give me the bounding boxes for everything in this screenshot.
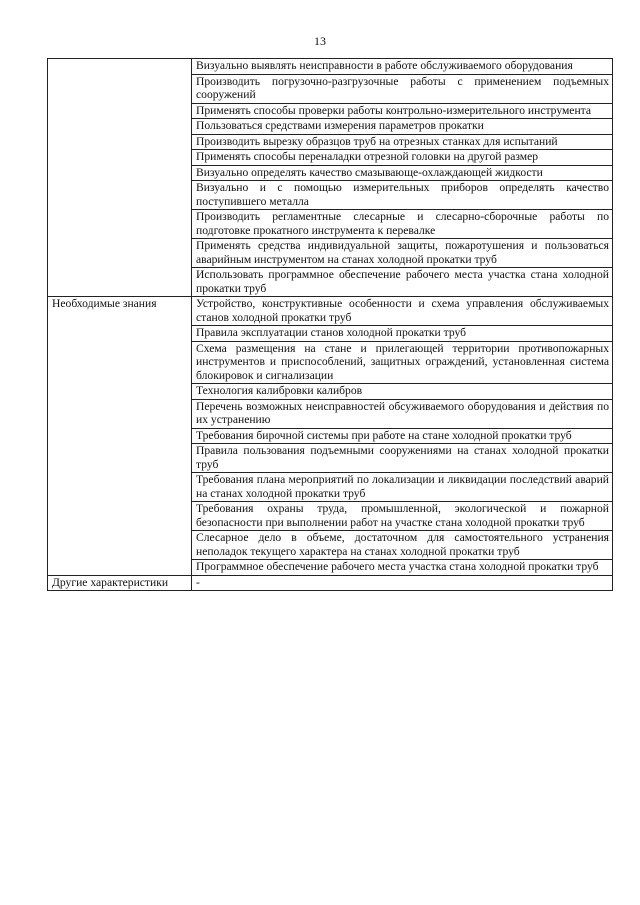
competency-table xyxy=(47,58,613,591)
requirement-item: Технология калибровки калибров xyxy=(192,384,613,400)
requirement-item: Требования плана мероприятий по локализации и ликвидации последствий аварий на станах холодной прокатки труб xyxy=(192,473,613,502)
requirement-item: - xyxy=(192,575,613,591)
requirement-item: Применять средства индивидуальной защиты, пожаротушения и пользоваться аварийным инструментом на станах холодной прокатки труб xyxy=(192,239,613,268)
requirement-item: Схема размещения на стане и прилегающей территории противопожарных инструментов и приспособлений, защитных ограждений, установленная система блокировок и сигнализации xyxy=(192,341,613,384)
requirement-item: Визуально выявлять неисправности в работе обслуживаемого оборудования xyxy=(192,59,613,75)
competency-table-body xyxy=(48,59,613,591)
requirement-item: Устройство, конструктивные особенности и схема управления обслуживаемых станов холодной прокатки труб xyxy=(192,297,613,326)
requirement-item: Применять способы проверки работы контрольно-измерительного инструмента xyxy=(192,103,613,119)
requirement-item: Правила пользования подъемными сооружениями на станах холодной прокатки труб xyxy=(192,444,613,473)
requirement-item: Производить регламентные слесарные и слесарно-сборочные работы по подготовке прокатного инструмента к перевалке xyxy=(192,210,613,239)
table-row xyxy=(48,59,613,75)
table-row xyxy=(48,575,613,591)
requirement-item: Правила эксплуатации станов холодной прокатки труб xyxy=(192,326,613,342)
requirement-item: Визуально и с помощью измерительных приборов определять качество поступившего металла xyxy=(192,181,613,210)
requirement-item: Применять способы переналадки отрезной головки на другой размер xyxy=(192,150,613,166)
requirement-item: Использовать программное обеспечение рабочего места участка стана холодной прокатки труб xyxy=(192,268,613,297)
section-label: Другие характеристики xyxy=(48,575,192,591)
requirement-item: Слесарное дело в объеме, достаточном для самостоятельного устранения неполадок текущего характера на станах холодной прокатки труб xyxy=(192,531,613,560)
requirement-item: Производить вырезку образцов труб на отрезных станках для испытаний xyxy=(192,134,613,150)
requirement-item: Требования бирочной системы при работе на стане холодной прокатки труб xyxy=(192,428,613,444)
page-number: 13 xyxy=(314,34,326,48)
requirement-item: Визуально определять качество смазывающе-охлаждающей жидкости xyxy=(192,165,613,181)
requirement-item: Производить погрузочно-разгрузочные работы с применением подъемных сооружений xyxy=(192,74,613,103)
section-label xyxy=(48,59,192,297)
requirement-item: Перечень возможных неисправностей обсуживаемого оборудования и действия по их устранению xyxy=(192,399,613,428)
section-label: Необходимые знания xyxy=(48,297,192,576)
requirement-item: Требования охраны труда, промышленной, экологической и пожарной безопасности при выполнении работ на участке стана холодной прокатки труб xyxy=(192,502,613,531)
requirement-item: Программное обеспечение рабочего места участка стана холодной прокатки труб xyxy=(192,560,613,576)
requirement-item: Пользоваться средствами измерения параметров прокатки xyxy=(192,119,613,135)
table-row xyxy=(48,297,613,326)
